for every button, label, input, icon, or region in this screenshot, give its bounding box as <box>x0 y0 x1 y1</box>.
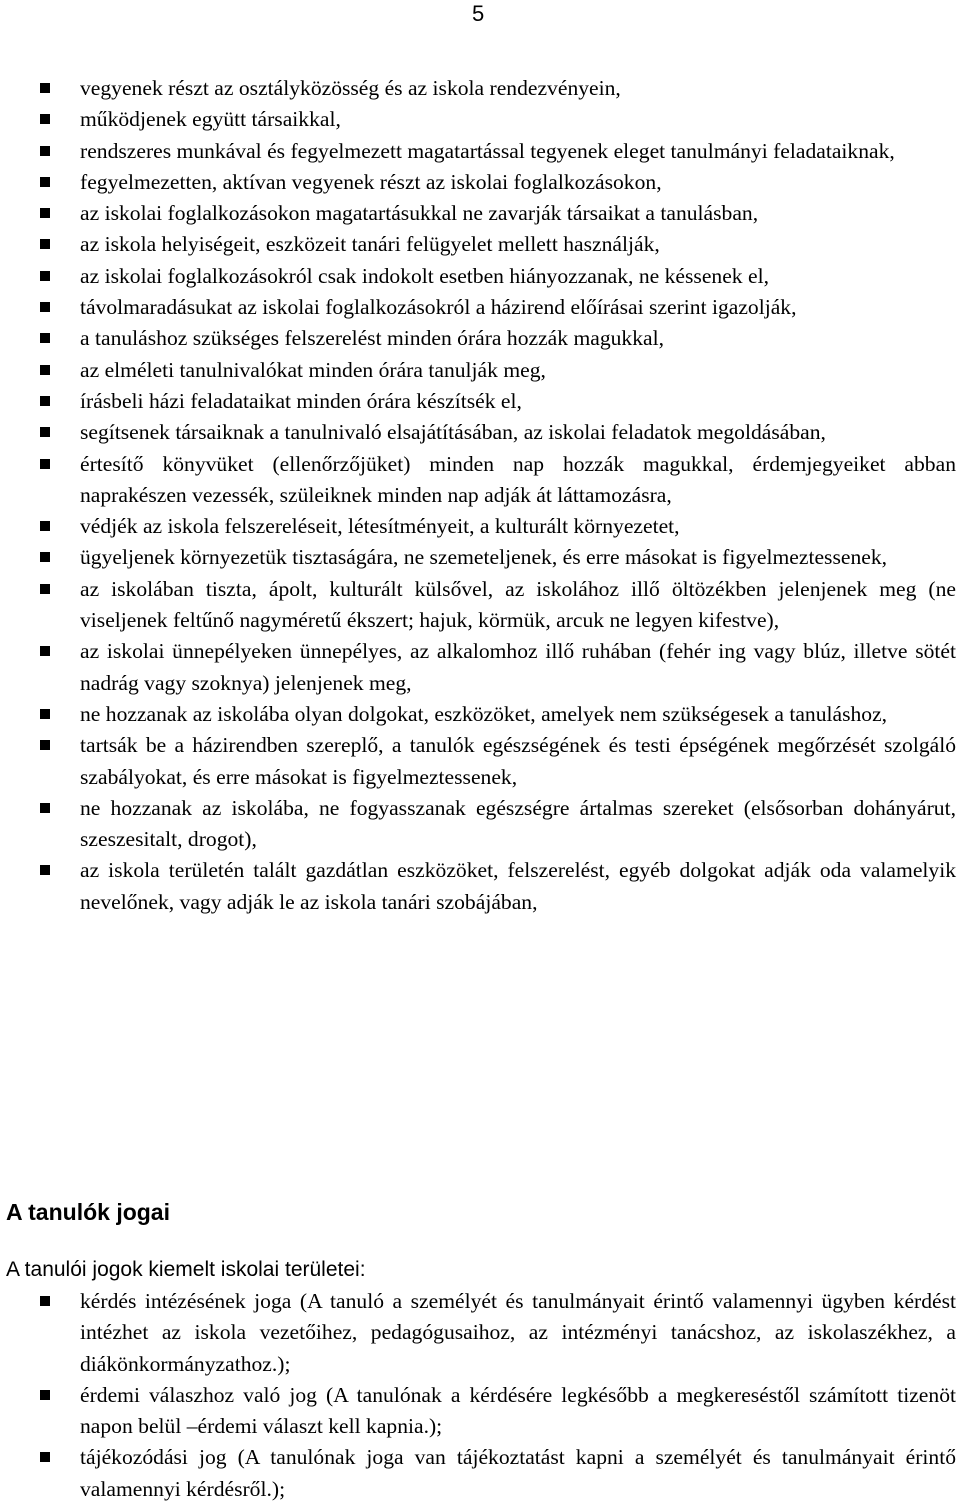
list-item <box>0 636 960 699</box>
list-item-text: az iskolában tiszta, ápolt, kulturált külsővel, az iskolához illő öltözékben jelenjenek meg (ne viseljenek feltűnő nagyméretű ékszert; hajuk, körmük, arcuk ne legyen kifestve), <box>80 576 956 633</box>
list-item-text: segítsenek társaiknak a tanulnivaló elsajátításában, az iskolai feladatok megoldásában, <box>80 420 826 445</box>
square-bullet-icon <box>40 146 50 156</box>
list-item <box>0 386 960 417</box>
square-bullet-icon <box>40 584 50 594</box>
list-item <box>0 793 960 856</box>
square-bullet-icon <box>40 646 50 656</box>
square-bullet-icon <box>40 114 50 124</box>
list-item-text: az iskolai foglalkozásokon magatartásukkal ne zavarják társaikat a tanulásban, <box>80 201 759 226</box>
square-bullet-icon <box>40 552 50 562</box>
square-bullet-icon <box>40 1296 50 1306</box>
list-item <box>0 104 960 135</box>
square-bullet-icon <box>40 740 50 750</box>
square-bullet-icon <box>40 521 50 531</box>
list-item <box>0 574 960 637</box>
square-bullet-icon <box>40 427 50 437</box>
square-bullet-icon <box>40 365 50 375</box>
list-item <box>0 1442 960 1505</box>
list-item <box>0 417 960 448</box>
list-item-text: érdemi válaszhoz való jog (A tanulónak a kérdésére legkésőbb a megkereséstől számított tizenöt napon belül –érdemi választ kell kapnia.); <box>80 1382 956 1439</box>
list-item-text: tartsák be a házirendben szereplő, a tanulók egészségének és testi épségének megőrzését szolgáló szabályokat, és erre másokat is figyelmeztessenek, <box>80 733 956 789</box>
list-item <box>0 511 960 542</box>
square-bullet-icon <box>40 459 50 469</box>
list-item-text: ne hozzanak az iskolába olyan dolgokat, eszközöket, amelyek nem szükségesek a tanuláshoz, <box>80 701 888 726</box>
square-bullet-icon <box>40 396 50 406</box>
list-item-text: rendszeres munkával és fegyelmezett magatartással tegyenek eleget tanulmányi feladataiknak, <box>80 138 895 163</box>
list-item <box>0 261 960 292</box>
list-item-text: kérdés intézésének joga (A tanuló a személyét és tanulmányait érintő valamennyi ügyben kérdést intézhet az iskola vezetőihez, pedagógusaihoz, az intézményi tanácshoz, az iskolaszékhez, a diákönkormányzathoz.); <box>80 1289 956 1376</box>
square-bullet-icon <box>40 1390 50 1400</box>
square-bullet-icon <box>40 302 50 312</box>
section-heading: A tanulók jogai <box>6 1199 170 1225</box>
list-item-text: az iskola helyiségeit, eszközeit tanári felügyelet mellett használják, <box>80 232 660 257</box>
list-item-text: távolmaradásukat az iskolai foglalkozásokról a házirend előírásai szerint igazolják, <box>80 295 797 320</box>
list-item-text: ne hozzanak az iskolába, ne fogyasszanak egészségre ártalmas szereket (elsősorban dohányárut, szeszesitalt, drogot), <box>80 795 956 852</box>
list-item-text: védjék az iskola felszereléseit, létesítményeit, a kulturált környezetet, <box>80 514 680 539</box>
list-item <box>0 1380 960 1443</box>
list-item-text: az iskola területén talált gazdátlan eszközöket, felszerelést, egyéb dolgokat adják oda valamelyik nevelőnek, vagy adják le az iskola tanári szobájában, <box>80 858 956 914</box>
list-item <box>0 167 960 198</box>
list-item <box>0 198 960 229</box>
square-bullet-icon <box>40 803 50 813</box>
list-item-text: működjenek együtt társaikkal, <box>80 107 341 132</box>
list-item <box>0 229 960 260</box>
list-item <box>0 73 960 104</box>
list-item-text: ügyeljenek környezetük tisztaságára, ne szemeteljenek, és erre másokat is figyelmeztessenek, <box>80 545 888 570</box>
square-bullet-icon <box>40 333 50 343</box>
list-item-text: a tanuláshoz szükséges felszerelést minden órára hozzák magukkal, <box>80 326 664 351</box>
square-bullet-icon <box>40 208 50 218</box>
square-bullet-icon <box>40 709 50 719</box>
list-item-text: tájékozódási jog (A tanulónak joga van tájékoztatást kapni a személyét és tanulmányait érintő valamennyi kérdésről.); <box>80 1445 956 1501</box>
student-rights-list <box>0 1286 960 1505</box>
square-bullet-icon <box>40 83 50 93</box>
square-bullet-icon <box>40 177 50 187</box>
rights-intro: A tanulói jogok kiemelt iskolai területei: <box>6 1258 366 1281</box>
list-item <box>0 730 960 793</box>
list-item-text: az iskolai ünnepélyeken ünnepélyes, az alkalomhoz illő ruhában (fehér ing vagy blúz, illetve sötét nadrág vagy szoknya) jelenjenek meg, <box>80 639 956 695</box>
student-duties-list <box>0 73 960 918</box>
page-number: 5 <box>472 1 485 26</box>
square-bullet-icon <box>40 865 50 875</box>
square-bullet-icon <box>40 239 50 249</box>
list-item <box>0 292 960 323</box>
list-item <box>0 355 960 386</box>
list-item <box>0 449 960 512</box>
list-item <box>0 1286 960 1380</box>
list-item-text: fegyelmezetten, aktívan vegyenek részt az iskolai foglalkozásokon, <box>80 169 662 194</box>
list-item-text: vegyenek részt az osztályközösség és az iskola rendezvényein, <box>80 76 621 100</box>
list-item-text: az iskolai foglalkozásokról csak indokolt esetben hiányozzanak, ne késsenek el, <box>80 263 769 288</box>
list-item <box>0 542 960 573</box>
square-bullet-icon <box>40 271 50 281</box>
list-item-text: értesítő könyvüket (ellenőrzőjüket) minden nap hozzák magukkal, érdemjegyeiket abban naprakészen vezessék, szüleiknek minden nap adják át láttamozásra, <box>80 451 956 507</box>
list-item <box>0 855 960 918</box>
list-item <box>0 323 960 354</box>
list-item <box>0 699 960 730</box>
list-item <box>0 136 960 167</box>
list-item-text: írásbeli házi feladataikat minden órára készítsék el, <box>80 388 522 413</box>
list-item-text: az elméleti tanulnivalókat minden órára tanulják meg, <box>80 357 546 382</box>
square-bullet-icon <box>40 1452 50 1462</box>
